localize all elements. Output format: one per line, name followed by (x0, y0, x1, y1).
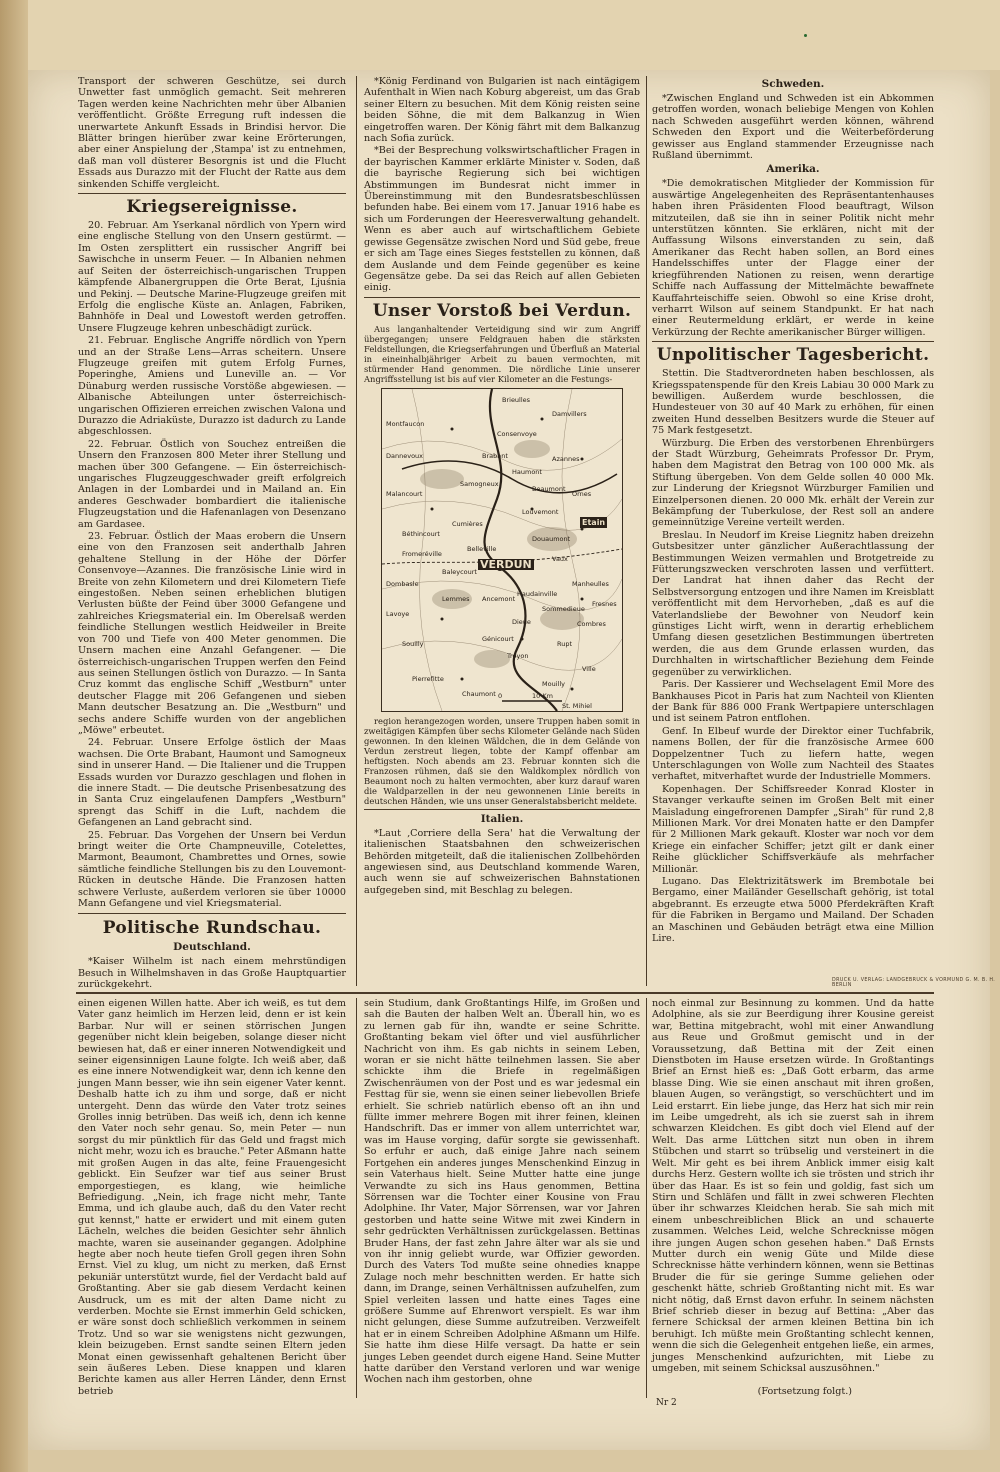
column-rule (646, 998, 647, 1398)
column-rule (356, 998, 357, 1398)
map-place-beaumont: Beaumont (532, 484, 566, 493)
page-speck (804, 34, 807, 37)
map-place-vaux: Vaux (552, 554, 568, 563)
heading-daily-report: Unpolitischer Tagesbericht. (656, 345, 930, 366)
report-stettin: Stettin. Die Stadtverordneten haben beschlossen, als Kriegsspatenspende für den Kreis Labiau 30 000 Mark zu bewilligen. Außerdem wurde beschlossen, die Hundesteuer von 30 auf 40 Mark zu erhöhen, für einen zweiten Hund desselben Besitzers wurde die Steuer auf 75 Mark festgesetzt. (652, 368, 934, 437)
story-column-2 (364, 998, 640, 1398)
map-place-genicourt: Génicourt (482, 634, 514, 643)
map-place-samogneux: Samogneux (460, 479, 499, 488)
map-place-malancourt: Malancourt (386, 489, 423, 498)
story-text-3: noch einmal zur Besinnung zu kommen. Und da hatte Adolphine, als sie zur Beerdigung ihrer Kousine gereist war, Bettina mitgebracht, wohl mit einer Anwandlung aus Reue und Großmut gemischt und in der Voraussetzung, daß Bettina mit der Zeit einen Dienstboten im Hause ersetzen würde. In Großtantings Brief an Ernst hieß es: „Daß Gott erbarm, das arme blasse Ding. Wie sie einen anschaut mit ihren großen, blauen Augen, so verängstigt, so verschüchtert und im Leid erstarrt. Ein liebe junge, das Herz hat sich mir rein im Leibe umgedreht, als ich sie zuerst sah in ihrem schwarzen Kleidchen. Es gibt doch viel Elend auf der Welt. Das arme Lüttchen sitzt nun oben in ihrem Stübchen und starrt so trübselig und versteinert in die Welt. Mir geht es bei ihrem Anblick immer eisig kalt durchs Herz. Gestern wollte ich sie trösten und strich ihr über das Haar. Es ist so fein und goldig, fast sich um Stirn und Schläfen und fällt in zwei schweren Flechten über ihr schwarzes Kleidchen herab. Sie sah mich mit einem unbeschreiblichen Blick an und schauerte zusammen. Welches Leid, welche Schrecknisse mögen ihre jungen Augen schon gesehen haben." Daß Ernsts Mutter durch ein wenig Güte und Milde diese Schrecknisse hätte verhindern können, wenn sie Bettinas Bruder die für sie geringe Summe geliehen oder geschenkt hätte, schrieb Großtanting nicht mit. Es war nicht nötig, daß Ernst davon erfuhr. In seinem nächsten Brief schrieb dieser in bezug auf Bettina: „Aber das fernere Schicksal der armen kleinen Bettina bin ich beruhigt. Ich müßte mein Großtanting schlecht kennen, wenn die sich die Gelegenheit entgehen ließe, ein armes, junges Menschenkind aufzurichten, mit Liebe zu umgeben, mit seinem Schicksal auszusöhnen." (652, 998, 934, 1374)
map-place-combres: Combres (577, 619, 606, 628)
map-scale-zero: 0 (498, 691, 503, 700)
albania-report: Transport der schweren Geschütze, sei durch Unwetter fast unmöglich gemacht. Seit mehreren Tagen werden keine Nachrichten mehr über Albanien veröffentlicht. Größte Erregung ruft indessen die unerwartete Ankunft Essads in Brindisi hervor. Die Blätter bringen hierüber zwar keine Erörterungen, aber einer Anspielung der ‚Stampa' ist zu entnehmen, daß man voll düsterer Besorgnis ist und die Flucht Essads aus Durazzo mit der Flucht der Ratte aus dem sinkenden Schiffe vergleicht. (78, 76, 346, 190)
map-place-dombasle: Dombasle (386, 579, 419, 588)
map-place-dieue: Dieue (512, 617, 531, 626)
column-3 (652, 76, 934, 981)
printer-imprint: DRUCK U. VERLAG: LANDGEBRUCK & VORMUND G. M. B. H. BERLIN (832, 978, 996, 988)
map-place-etain: Etain (582, 517, 606, 527)
story-text-1: einen eigenen Willen hatte. Aber ich weiß, es tut dem Vater ganz heimlich im Herzen leid, denn er ist kein Barbar. Nur will er seinen störrischen Jungen gegenüber nicht klein beigeben, solange dieser nicht bewiesen hat, daß er einer inneren Notwendigkeit und seiner eigensinnigen Laune folgte. Ich weiß aber, daß es eine innere Notwendigkeit war, denn ich kenne den jungen Mann besser, wie ihn sein eigener Vater kennt. Deshalb hatte ich zu ihm und sorge, daß er nicht untergeht. Denn das würde den Vater trotz seines Grolles innig betrüben. Das weiß ich, denn ich kenne den Vater noch sehr genau. So, mein Peter — nun sorgst du mir pünktlich für das Geld und fragst mich nicht mehr, wozu ich es brauche." Peter Aßmann hatte mit großen Augen in das alte, feine Frauengesicht geblickt. Ein Seufzer war tief aus seiner Brust emporgestiegen, es klang, wie heimliche Befriedigung. „Nein, ich frage nicht mehr, Tante Emma, und ich glaube auch, daß du den Vater recht gut kennst," hatte er erwidert und mit einem guten Lächeln, welches die beiden Gesichter sehr ähnlich machte, waren sie auseinander gegangen. Adolphine hegte aber noch heute tiefen Groll gegen ihren Sohn Ernst. Viel zu klug, um nicht zu merken, daß Ernst pekuniär unterstützt wurde, fiel der Verdacht bald auf Großtanting. Aber sie gab diesem Verdacht keinen Ausdruck, um es mit der alten Dame nicht zu verderben. Mochte sie Ernst immerhin Geld schicken, er wäre sonst doch schließlich verkommen in seinem Trotz. Und so war sie wenigstens nicht gezwungen, klein beizugeben. Ernst sandte seinen Eltern jeden Monat einen gewissenhaft gehaltenen Bericht über sein äußeres Leben. Diese knappen und klaren Berichte kamen aus aller Herren Länder, denn Ernst betrieb (78, 998, 346, 1397)
map-place-montfaucon: Montfaucon (386, 419, 425, 428)
report-kopenhagen: Kopenhagen. Der Schiffsreeder Konrad Kloster in Stavanger verkaufte seinen im Großen Belt mit einer Maisladung eingefrorenen Dampfer „Sirah" für rund 2,8 Millionen Mark. Vor drei Monaten hatte er den Dampfer für 2 Millionen Mark gekauft. Kloster war noch vor dem Kriege ein einfacher Schiffer; jetzt gilt er dank einer Reihe glücklicher Schiffsverkäufe als mehrfacher Millionär. (652, 783, 934, 875)
war-event-feb25: 25. Februar. Das Vorgehen der Unsern bei Verdun bringt weiter die Orte Champneuville, Cotelettes, Marmont, Beaumont, Chambrettes und Ornes, sowie sämtliche feindliche Stellungen bis zu den Louvemont-Rücken in deutsche Hände. Die Franzosen hatten schwere Verluste, außerdem verloren sie über 10000 Mann Gefangene und viel Kriegsmaterial. (78, 829, 346, 910)
map-place-lavoye: Lavoye (386, 609, 410, 618)
map-place-dannevoux: Dannevoux (386, 451, 424, 460)
map-place-ancemont: Ancemont (482, 594, 516, 603)
story-column-1 (78, 998, 346, 1398)
map-place-sommedieue: Sommedieue (542, 604, 585, 613)
map-place-belleville: Belleville (467, 544, 497, 553)
map-place-rupt: Rupt (557, 639, 573, 648)
verdun-outro: region herangezogen worden, unsere Truppen haben somit in zweitägigen Kämpfen über sechs Kilometer Gelände nach Süden gewonnen. In den kleinen Wäldchen, die in dem Gelände von Verdun zerstreut liegen, tobte der Kampf offenbar am heftigsten. Noch abends am 23. Februar konnten sich die Franzosen rühmen, daß sie den Waldkomplex nördlich von Beaumont noch zu halten vermochten, aber kurz darauf waren die Waldparzellen in der neu gewonnenen Linie bereits in deutschen Händen, wie uns unser Generalstabsbericht meldete. (364, 715, 640, 806)
bulgaria-news: *König Ferdinand von Bulgarien ist nach eintägigem Aufenthalt in Wien nach Koburg abgereist, um das Grab seiner Eltern zu besuchen. Mit dem König reisten seine beiden Söhne, die mit dem Balkanzug in Wien eingetroffen waren. Der König fährt mit dem Balkanzug nach Sofia zurück. (364, 76, 640, 145)
map-place-lemmes: Lemmes (442, 594, 470, 603)
verdun-map (381, 388, 623, 712)
subheading-sweden: Schweden. (761, 78, 825, 90)
binding-edge (0, 0, 28, 1472)
divider (364, 297, 640, 298)
map-place-manheulles: Manheulles (572, 579, 609, 588)
map-place-louvemont: Louvemont (522, 507, 559, 516)
column-2 (364, 76, 640, 981)
verdun-intro: Aus langanhaltender Verteidigung sind wir zum Angriff übergegangen; unsere Feldgrauen haben die stärksten Feldstellungen, die Kriegserfahrungen und Überfluß an Material in eineinhalbjähriger Arbeit zu bauen vermochten, mit stürmender Hand genommen. Die nördliche Linie unserer Angriffsstellung ist bis auf vier Kilometer an die Festungs- (364, 323, 640, 384)
america-news: *Die demokratischen Mitglieder der Kommission für auswärtige Angelegenheiten des Repräsentantenhauses haben ihren Präsidenten Flood beauftragt, Wilson mitzuteilen, daß sie ihn in seiner Politik nicht mehr unterstützen könnten. Sie erklären, nicht mit der Auffassung Wilsons einverstanden zu sein, daß Amerikaner das Recht haben sollen, an Bord eines Handelsschiffes unter der Flagge einer der kriegführenden Nationen zu reisen, wenn derartige Schiffe nach Auffassung der Mittelmächte bewaffnete Kauffahrteischiffe seien. Obwohl so eine Krise droht, verharrt Wilson auf seinem Standpunkt. Er hat nach einer Reutermeldung erklärt, er werde in keine Verkürzung der Rechte amerikanischer Bürger willigen. (652, 178, 934, 338)
sweden-news: *Zwischen England und Schweden ist ein Abkommen getroffen worden, wonach beliebige Mengen von Kohlen nach Schweden ausgeführt werden können, während Schweden den Export und die Weiterbeförderung gewisser aus England stammender Erzeugnisse nach Rußland übernimmt. (652, 93, 934, 162)
column-1 (78, 76, 346, 991)
map-place-troyon: Troyon (507, 651, 529, 660)
map-place-bethincourt: Béthincourt (402, 529, 440, 538)
divider (78, 193, 346, 194)
top-edge (28, 0, 1000, 70)
subheading-italy: Italien. (480, 812, 524, 825)
map-place-ville: Ville (582, 664, 596, 673)
map-place-ornes: Ornes (572, 489, 592, 498)
map-place-brieulles: Brieulles (502, 395, 531, 404)
divider (652, 341, 934, 342)
heading-war-events: Kriegsereignisse. (126, 197, 298, 218)
bavaria-news: *Bei der Besprechung volkswirtschaftlicher Fragen in der bayrischen Kammer erklärte Minister v. Soden, daß die bayrische Regierung sich bei wichtigen Abstimmungen im Bundesrat nicht immer in Übereinstimmung mit den Bundesratsbeschlüssen befunden habe. Bei einem vom 17. Januar 1916 habe es sich um Forderungen der Heeresverwaltung gehandelt. Wenn es aber auch auf wirtschaftlichem Gebiete gewisse Gegensätze zwischen Nord und Süd gebe, freue er sich am Tage eines Sieges feststellen zu können, daß dem Auslande und dem Feinde gegenüber es keine Gegensätze gebe. Da sei das Reich auf allen Gebieten einig. (364, 145, 640, 294)
subheading-germany: Deutschland. (173, 941, 251, 954)
map-place-azannes: Azannes (552, 454, 580, 463)
map-place-mouilly: Mouilly (542, 679, 565, 688)
report-genf: Genf. In Elbeuf wurde der Direktor einer Tuchfabrik, namens Bollen, der für die französische Armee 600 Doppelzentner Tuch zu liefern hatte, wegen Unterschlagungen von Wolle zum Nachteil des Staates verhaftet, mitverhaftet wurde der Industrielle Mommers. (652, 725, 934, 783)
report-breslau: Breslau. In Neudorf im Kreise Liegnitz haben dreizehn Gutsbesitzer unter gänzlicher Außerachtlassung der Bestimmungen Weizen vermahlen und Brotgetreide zu Fütterungszwecken verschroten lassen und verfüttert. Der Landrat hat ihnen daher das Recht der Selbstversorgung entzogen und ihre Namen im Kreisblatt veröffentlicht mit dem Hervorheben, „daß es auf die Vaterlandsliebe der Bewohner von Neudorf kein günstiges Licht wirft, wenn in derartig erheblichem Umfang diesen gesetzlichen Bestimmungen übertreten werden, die aus dem Grunde erlassen wurden, das Durchhalten in wirtschaftlicher Beziehung dem Feinde gegenüber zu verwirklichen. (652, 529, 934, 678)
map-place-pierrefitte: Pierrefitte (412, 674, 444, 683)
kaiser-news: *Kaiser Wilhelm ist nach einem mehrstündigen Besuch in Wilhelmshaven in das Große Hauptquartier zurückgekehrt. (78, 956, 346, 991)
map-scale-label: 10 Km (532, 691, 553, 700)
page-mark: Nr 2 (656, 1398, 677, 1408)
map-place-st-mihiel: St. Mihiel (562, 701, 592, 710)
divider (364, 809, 640, 810)
map-place-fresnes: Fresnes (592, 599, 617, 608)
map-place-fromereville: Fromeréville (402, 549, 442, 558)
report-lugano: Lugano. Das Elektrizitätswerk im Brembotale bei Bergamo, einer Mailänder Gesellschaft gehörig, ist total abgebrannt. Es erzeugte etwa 5000 Pferdekräften Kraft für die Fabriken in Bergamo und Mailand. Der Schaden an Maschinen und Gebäuden beträgt etwa eine Million Lire. (652, 876, 934, 945)
map-place-baleycourt: Baleycourt (442, 567, 477, 576)
war-event-feb23: 23. Februar. Östlich der Maas erobern die Unsern eine von den Franzosen seit anderthalb Jahren gehaltene Stellung in der Höhe der Dörfer Consenvoye—Azannes. Die französische Linie wird in Breite von zehn Kilometern und drei Kilometern Tiefe eingestoßen. Neben seinen erheblichen blutigen Verlusten büßte der Feind über 3000 Gefangene und zahlreiches Kriegsmaterial ein. Im Oberelsaß werden feindliche Stellungen westlich Heidweiler in Breite von 700 und Tiefe von 400 Meter genommen. Die Unsern machen eine Anzahl Gefangener. — Die österreichisch-ungarischen Truppen werfen den Feind aus seinen Stellungen östlich von Durazzo. — In Santa Cruz kommt das englische Schiff „Westburn" unter deutscher Flagge mit 206 Gefangenen und sieben Mann deutscher Besatzung an. Die „Westburn" und sechs andere Schiffe wurden von der angeblichen „Möwe" erbeutet. (78, 531, 346, 736)
report-paris: Paris. Der Kassierer und Wechselagent Emil More des Bankhauses Picot in Paris hat zum Nachteil von Klienten der Bank für 886 000 Frank Wertpapiere unterschlagen und ist seinem Patron entflohen. (652, 679, 934, 725)
italy-news: *Laut ‚Corriere della Sera' hat die Verwaltung der italienischen Staatsbahnen den schweizerischen Behörden mitgeteilt, daß die italienischen Zollbehörden angewiesen sind, aus Deutschland kommende Waren, auch wenn sie auf schweizerischen Bahnstationen aufgegeben sind, mit Beschlag zu belegen. (364, 827, 640, 896)
feuilleton-separator (76, 992, 934, 994)
story-column-3 (652, 998, 934, 1382)
map-place-souilly: Souilly (402, 639, 424, 648)
story-text-2: sein Studium, dank Großtantings Hilfe, im Großen und sah die Bauten der halben Welt an. Überall hin, wo es zu lernen gab für ihn, wandte er seine Schritte. Großtanting bekam viel öfter und viel ausführlicher Nachricht von ihm. Es gab nichts in seinem Leben, woran er sie nicht hätte teilnehmen lassen. Sie aber schickte ihm die Briefe in regelmäßigen Zwischenräumen von der Post und es war jedesmal ein Festtag für sie, wenn sie einen seiner liebevollen Briefe erhielt. Sie schrieb natürlich ebenso oft an ihn und füllte immer mehrere Bogen mit ihrer feinen, kleinen Handschrift. Das er immer von allem unterrichtet war, was im Hause vorging, dafür sorgte sie gewissenhaft. So erfuhr er auch, daß einige Jahre nach seinem Fortgehen ein anderes junges Menschenkind Einzug in sein Vaterhaus hielt. Seine Mutter hatte eine junge Verwandte zu sich ins Haus genommen, Bettina Sörrensen war die Tochter einer Kousine von Frau Adolphine. Ihr Vater, Major Sörrensen, war vor Jahren gestorben und hatte seine Witwe mit zwei Kindern in sehr gedrückten Verhältnissen zurückgelassen. Bettinas Bruder Hans, der fast zehn Jahre älter war als sie und von ihr innig geliebt wurde, war Offizier geworden. Durch des Vaters Tod mußte seine ohnedies knappe Zulage noch mehr beschnitten werden. Er hatte sich dann, im Drange, seinen Verhältnissen aufzuhelfen, zum Spiel verleiten lassen und hatte eines Tages eine größere Summe auf Ehrenwort verspielt. Es war ihm nicht gelungen, diese Summe aufzutreiben. Verzweifelt hat er in einem Schreiben Adolphine Aßmann um Hilfe. Sie hatte ihm diese Hilfe versagt. Da hatte er sein junges Leben geendet durch eigene Hand. Seine Mutter hatte darüber den Verstand verloren und war wenige Wochen nach ihm gestorben, ohne (364, 998, 640, 1386)
war-event-feb20: 20. Februar. Am Yserkanal nördlich von Ypern wird eine englische Stellung von den Unsern gestürmt. — Im Osten zersplittert ein russischer Angriff bei Sawischche in unserm Feuer. — In Albanien nehmen auf Seiten der österreichisch-ungarischen Truppen kämpfende Albanergruppen die Orte Berat, Ljuśnia und Pekinj. — Deutsche Marine-Flugzeuge greifen mit Erfolg die englische Küste an. Anlagen, Fabriken, Bahnhöfe in Deal und Lowestoft werden getroffen. Unsere Flugzeuge kehren unbeschädigt zurück. (78, 220, 346, 334)
map-place-brabant: Brabant (482, 451, 508, 460)
map-place-consenvoye: Consenvoye (497, 429, 537, 438)
map-place-chaumont: Chaumont (462, 689, 496, 698)
map-place-cumieres: Cumières (452, 519, 483, 528)
map-place-haumont: Haumont (512, 467, 542, 476)
heading-verdun: Unser Vorstoß bei Verdun. (372, 300, 632, 321)
subheading-america: Amerika. (766, 163, 820, 176)
war-event-feb22: 22. Februar. Östlich von Souchez entreißen die Unsern den Franzosen 800 Meter ihrer Stellung und machen über 300 Gefangene. — Ein österreichisch-ungarisches Flugzeuggeschwader greift erfolgreich Anlagen in der Lombardei und in Mailand an. Ein anderes Geschwader bombardiert die italienische Flugzeugstation und die Hafenanlagen von Desenzano am Gardasee. (78, 438, 346, 530)
continuation-note: (Fortsetzung folgt.) (757, 1386, 852, 1397)
war-event-feb24: 24. Februar. Unsere Erfolge östlich der Maas wachsen. Die Orte Brabant, Haumont und Samogneux sind in unserer Hand. — Die Italiener und die Truppen Essads wurden vor Durazzo geschlagen und flohen in die innere Stadt. — Die deutsche Prisenbesatzung des in Santa Cruz eingelaufenen Dampfers „Westburn" sprengt das Schiff in die Luft, nachdem die Gefangenen an Land gebracht sind. (78, 737, 346, 829)
war-event-feb21: 21. Februar. Englische Angriffe nördlich von Ypern und an der Straße Lens—Arras scheitern. Unsere Flugzeuge greifen mit gutem Erfolg Furnes, Poperinghe, Amiens und Luneville an. — Vor Dünaburg werden russische Vorstöße abgewiesen. — Albanische Abteilungen unter österreichisch-ungarischen Offizieren erreichen zwischen Valona und Durazzo die Adriaküste, Durazzo ist dadurch zu Lande abgeschlossen. (78, 335, 346, 438)
map-place-haudainville: Haudainville (517, 589, 558, 598)
report-wuerzburg: Würzburg. Die Erben des verstorbenen Ehrenbürgers der Stadt Würzburg, Geheimrats Professor Dr. Prym, haben dem Magistrat den Betrag von 100 000 Mk. als Stiftung übergeben. Von dem Gelde sollen 40 000 Mk. zur Linderung der Kriegsnot Würzburger Familien und Einzelpersonen dienen. 20 000 Mk. erhält der Verein zur Bekämpfung der Tuberkulose, der Rest soll an andere gemeinnützige Vereine verteilt werden. (652, 437, 934, 529)
map-city-verdun: VERDUN (480, 557, 532, 571)
column-rule (356, 76, 357, 986)
column-rule (646, 76, 647, 986)
map-place-douaumont: Douaumont (532, 534, 571, 543)
map-place-damvillers: Damvillers (552, 409, 587, 418)
heading-political-review: Politische Rundschau. (102, 918, 322, 939)
divider (78, 913, 346, 914)
